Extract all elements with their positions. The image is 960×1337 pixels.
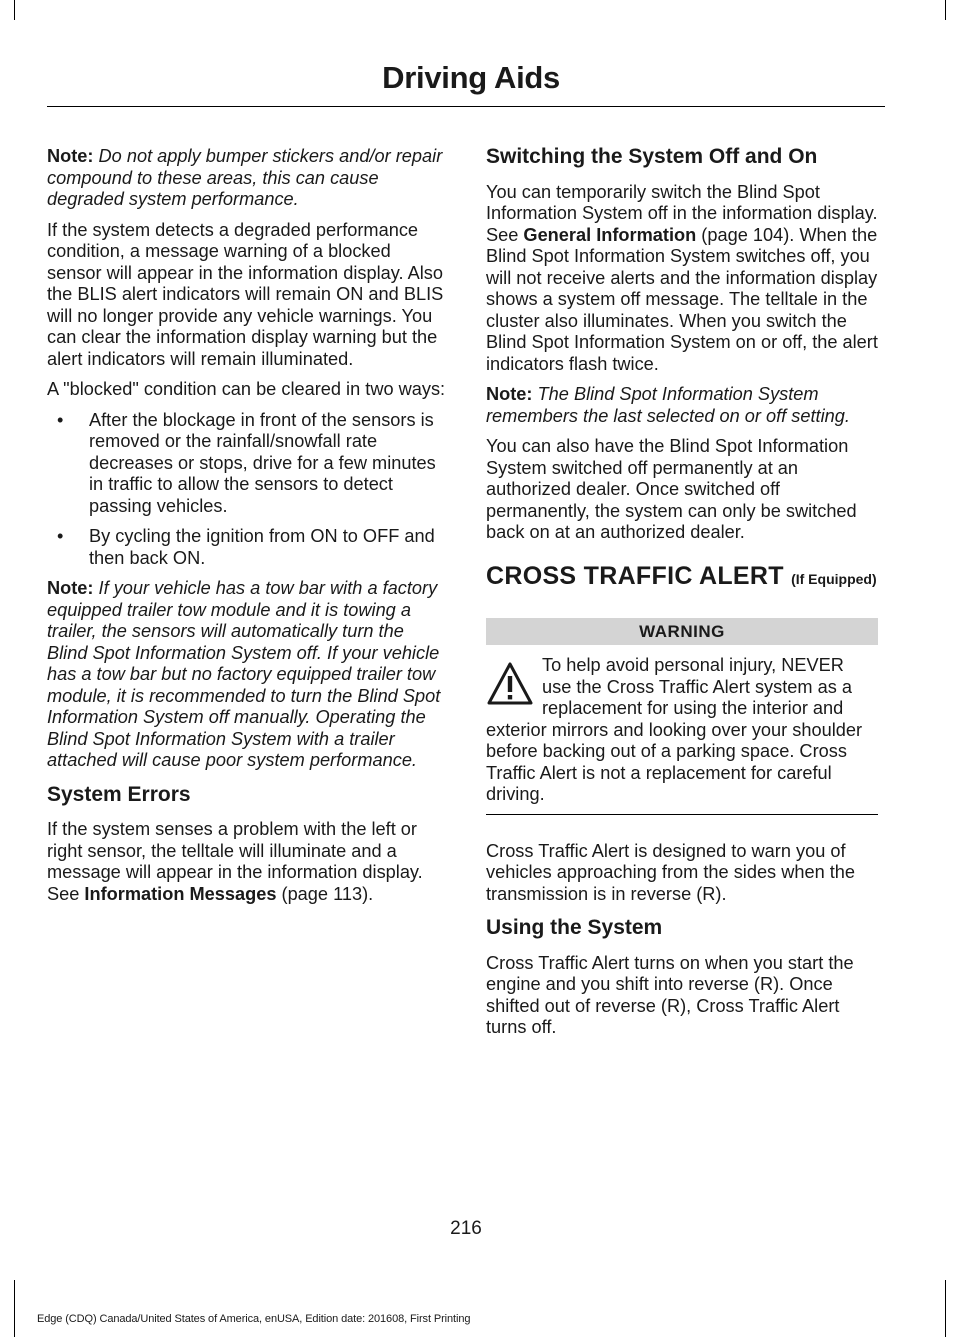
warning-block	[486, 655, 878, 815]
paragraph-using-system: Cross Traffic Alert turns on when you start the engine and you shift into reverse (R). Once shifted out of reverse (R), Cross Traffic Alert turns off.	[486, 952, 854, 1037]
list-item: • After the blockage in front of the sensors is removed or the rainfall/snowfall rate decreases or stops, drive for a few minutes in traffic to allow the sensors to detect passing vehicles.	[47, 410, 447, 518]
warning-banner: WARNING	[486, 618, 878, 646]
list-item: • By cycling the ignition from ON to OFF and then back ON.	[47, 526, 447, 569]
heading-switching-system: Switching the System Off and On	[486, 145, 818, 168]
heading-qualifier: (If Equipped)	[791, 570, 877, 587]
cross-reference-link[interactable]: Information Messages	[84, 883, 277, 904]
warning-text: To help avoid personal injury, NEVER use the Cross Traffic Alert system as a replacement for using the interior and exterior mirrors and looking over your shoulder before backing out of a parking space. Cross Traffic Alert is not a replacement for careful driving.	[486, 655, 863, 804]
note-tow-bar	[47, 578, 447, 772]
heading-using-system: Using the System	[486, 916, 663, 939]
edition-footer: Edge (CDQ) Canada/United States of America, enUSA, Edition date: 201608, First Printing	[37, 1313, 471, 1325]
left-column	[47, 146, 447, 914]
page-number: 216	[450, 1218, 482, 1239]
crop-mark-bottom-left	[14, 1280, 15, 1337]
paragraph-system-errors	[47, 819, 447, 905]
paragraph-switching-system	[486, 182, 878, 376]
paragraph-cta-description: Cross Traffic Alert is designed to warn you of vehicles approaching from the sides when the transmission is in reverse (R).	[486, 840, 856, 904]
heading-text: CROSS TRAFFIC ALERT	[486, 561, 784, 590]
header-divider	[47, 106, 885, 107]
text: You can temporarily switch the Blind Spot Information System off in the information display. See	[486, 181, 878, 245]
warning-divider	[486, 814, 878, 815]
note-label: Note:	[47, 578, 94, 598]
paragraph-degraded-performance: If the system detects a degraded performance condition, a message warning of a blocked sensor will appear in the information display. Also the BLIS alert indicators will remain ON and BLIS will no longer provide any vehicle warnings. You can clear the information display warning but the alert indicators will remain illuminated.	[47, 219, 444, 369]
note-text: The Blind Spot Information System remembers the last selected on or off setting.	[486, 384, 850, 426]
note-label: Note:	[47, 146, 94, 166]
paragraph-dealer: You can also have the Blind Spot Information System switched off permanently at an authorized dealer. Once switched off permanently, the system can only be switched back on at an authorized dealer.	[486, 436, 857, 542]
text: If the system senses a problem with the left or right sensor, the telltale will illuminate and a message will appear in the information display. See	[47, 819, 423, 904]
crop-mark-top-left	[14, 0, 15, 20]
note-remembers-setting	[486, 384, 878, 427]
text: (page 113).	[276, 883, 374, 904]
right-column	[486, 146, 878, 1048]
warning-triangle-icon	[486, 661, 534, 707]
heading-cross-traffic-alert	[486, 562, 878, 593]
note-bumper-stickers	[47, 146, 447, 211]
crop-mark-bottom-right	[945, 1280, 946, 1337]
page-title: Driving Aids	[382, 60, 560, 95]
note-label: Note:	[486, 384, 533, 404]
bullet-list	[47, 410, 447, 570]
note-text: If your vehicle has a tow bar with a factory equipped trailer tow module and it is towing a trailer, the sensors will automatically turn the Blind Spot Information System off. If your vehicle has a tow bar but no factory equipped trailer tow module, it is recommended to turn the Blind Spot Information System off manually. Operating the Blind Spot Information System with a trailer attached will cause poor system performance.	[47, 578, 441, 770]
note-text: Do not apply bumper stickers and/or repair compound to these areas, this can cause degraded system performance.	[47, 146, 443, 209]
crop-mark-top-right	[945, 0, 946, 20]
heading-system-errors: System Errors	[47, 782, 191, 806]
cross-reference-link[interactable]: General Information	[523, 224, 697, 245]
text: (page 104). When the Blind Spot Information System switches off, you will not receive alerts and the information display shows a system off message. The telltale in the cluster also illuminates. When you switch the Blind Spot Information System on or off, the alert indicators flash twice.	[486, 224, 878, 374]
paragraph-blocked-condition: A "blocked" condition can be cleared in two ways:	[47, 379, 446, 399]
